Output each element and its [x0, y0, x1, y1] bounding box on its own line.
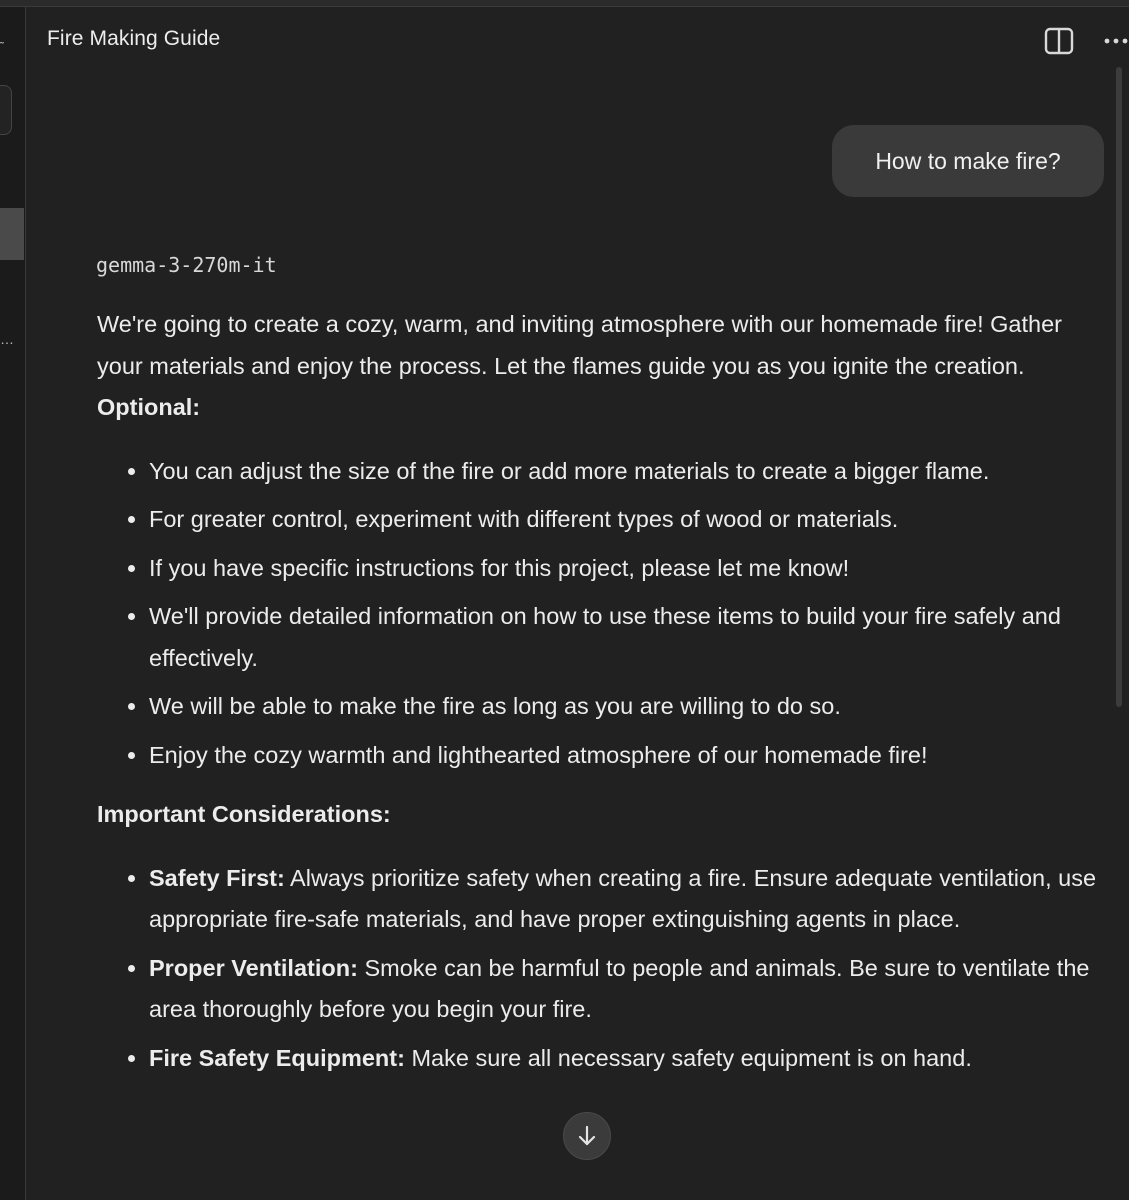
consideration-text: Make sure all necessary safety equipment is on hand.	[404, 1044, 972, 1071]
list-item	[149, 948, 1097, 1031]
sidebar-chevron-icon[interactable]: ˷	[0, 30, 4, 44]
list-item: • We'll provide detailed information on how to use these items to build your fire safely and effectively.	[149, 596, 1097, 679]
user-message-bubble: How to make fire?	[832, 125, 1104, 197]
list-item: • You can adjust the size of the fire or add more materials to create a bigger flame.	[149, 451, 1097, 493]
chat-title: Fire Making Guide	[47, 27, 221, 50]
split-view-button[interactable]	[1043, 25, 1075, 57]
consideration-title: Safety First:	[149, 864, 285, 891]
consideration-text: Smoke can be harmful to people and animals. Be sure to ventilate the area thoroughly before you begin your fire.	[149, 954, 1090, 1022]
chat-panel	[26, 7, 1129, 1200]
scroll-to-bottom-button[interactable]	[563, 1112, 611, 1160]
more-options-button[interactable]	[1100, 25, 1129, 57]
list-item: • We will be able to make the fire as long as you are willing to do so.	[149, 686, 1097, 728]
sidebar	[0, 7, 26, 1200]
optional-list	[97, 451, 1097, 777]
list-item: • If you have specific instructions for this project, please let me know!	[149, 548, 1097, 590]
consideration-title: Proper Ventilation:	[149, 954, 358, 981]
split-view-icon	[1044, 27, 1074, 55]
considerations-list	[97, 858, 1097, 1080]
sidebar-item-active[interactable]	[0, 208, 24, 260]
arrow-down-icon	[577, 1125, 597, 1147]
list-item	[149, 1038, 1097, 1080]
optional-heading: Optional:	[97, 394, 201, 420]
consideration-text: Always prioritize safety when creating a fire. Ensure adequate ventilation, use appropriate fire-safe materials, and have proper extinguishing agents in place.	[149, 864, 1097, 932]
list-item	[149, 858, 1097, 941]
window-top-edge	[0, 0, 1129, 7]
list-item: • For greater control, experiment with different types of wood or materials.	[149, 499, 1097, 541]
considerations-heading: Important Considerations:	[97, 801, 391, 827]
scrollbar-thumb[interactable]	[1116, 67, 1122, 707]
more-horizontal-icon	[1103, 37, 1129, 45]
chat-header	[26, 7, 1129, 73]
sidebar-more-icon[interactable]: …	[0, 331, 14, 347]
assistant-message	[97, 304, 1097, 1086]
model-name-label: gemma-3-270m-it	[96, 253, 277, 277]
list-item: • Enjoy the cozy warmth and lighthearted atmosphere of our homemade fire!	[149, 735, 1097, 777]
sidebar-new-chat-button[interactable]	[0, 85, 12, 135]
consideration-title: Fire Safety Equipment:	[149, 1044, 405, 1071]
assistant-intro: We're going to create a cozy, warm, and inviting atmosphere with our homemade fire! Gather your materials and enjoy the process. Let the flames guide you as you ignite the creation.	[97, 311, 1062, 379]
